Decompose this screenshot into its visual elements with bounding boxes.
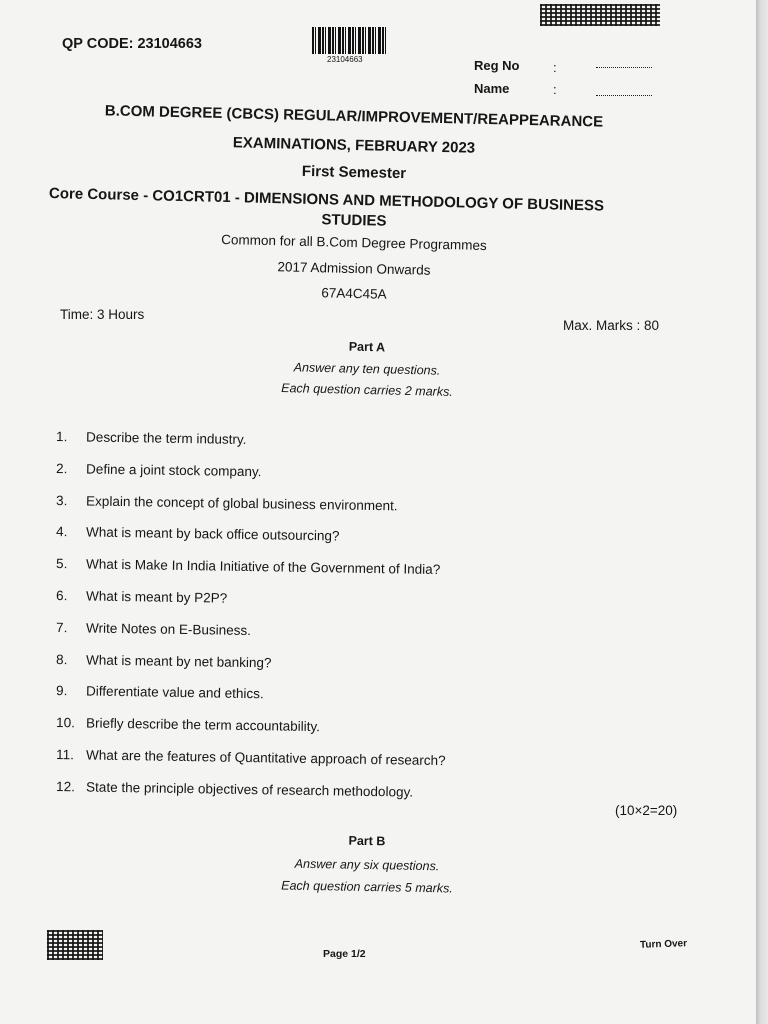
course-title: Core Course - CO1CRT01 - DIMENSIONS AND METHODOLOGY OF BUSINESS (48, 185, 605, 215)
question-text: State the principle objectives of research methodology. (86, 779, 414, 800)
part-a-instruction: Answer any ten questions. (293, 360, 441, 378)
question-text: Briefly describe the term accountability. (86, 715, 321, 735)
turn-over: Turn Over (639, 938, 688, 951)
question-text: Describe the term industry. (86, 429, 247, 447)
name-colon: : (553, 82, 557, 97)
question-number: 4. (56, 524, 68, 540)
footer-qr-icon (47, 930, 103, 960)
question-list (56, 429, 445, 811)
question-text: Write Notes on E-Business. (86, 620, 252, 638)
admission: 2017 Admission Onwards (277, 259, 431, 278)
part-b-marks-instruction: Each question carries 5 marks. (281, 878, 453, 896)
question-number: 12. (56, 778, 76, 795)
page-edge (756, 0, 768, 1024)
question-text: What is meant by back office outsourcing? (86, 524, 340, 544)
course-title-cont: STUDIES (321, 211, 387, 230)
reg-no-field[interactable] (596, 66, 652, 68)
question-text: Define a joint stock company. (86, 461, 262, 480)
question-text: What is Make In India Initiative of the Government of India? (86, 556, 441, 578)
question-text: Explain the concept of global business environment. (86, 493, 398, 513)
reg-no-colon: : (553, 60, 557, 75)
question-number: 5. (56, 556, 68, 572)
question-text: What is meant by net banking? (86, 652, 272, 670)
name-label: Name (474, 81, 510, 96)
max-marks: Max. Marks : 80 (563, 318, 660, 333)
question-text: Differentiate value and ethics. (86, 683, 264, 702)
part-a-marks-instruction: Each question carries 2 marks. (281, 381, 453, 399)
exam-title-line2: EXAMINATIONS, FEBRUARY 2023 (232, 134, 476, 157)
common-programmes: Common for all B.Com Degree Programmes (221, 231, 487, 254)
reg-no-label: Reg No (474, 58, 520, 73)
qp-code: QP CODE: 23104663 (62, 36, 202, 52)
question-number: 11. (56, 746, 75, 763)
question-number: 2. (56, 460, 68, 476)
question-number: 7. (56, 619, 68, 635)
question-text: What is meant by P2P? (86, 588, 228, 606)
part-a-title: Part A (348, 339, 386, 355)
part-b-title: Part B (348, 833, 386, 849)
barcode-number: 23104663 (327, 55, 363, 64)
question-text: What are the features of Quantitative approach of research? (86, 747, 446, 769)
page-number: Page 1/2 (323, 948, 366, 960)
question-number: 10. (56, 715, 76, 731)
question-number: 6. (56, 587, 68, 604)
question-number: 8. (56, 651, 68, 667)
part-b-instruction: Answer any six questions. (294, 856, 440, 874)
question-item (56, 779, 446, 817)
time-allowed: Time: 3 Hours (60, 307, 145, 322)
question-number: 3. (56, 492, 68, 508)
question-number: 9. (56, 683, 68, 699)
question-number: 1. (56, 429, 68, 445)
paper-code: 67A4C45A (321, 285, 387, 302)
part-a-marks-total: (10×2=20) (615, 803, 678, 818)
name-field[interactable] (596, 94, 652, 96)
semester: First Semester (301, 162, 407, 183)
barcode-icon (312, 27, 386, 54)
qr-code-icon (540, 4, 660, 26)
exam-title-line1: B.COM DEGREE (CBCS) REGULAR/IMPROVEMENT/REAPPEARANCE (104, 102, 604, 131)
